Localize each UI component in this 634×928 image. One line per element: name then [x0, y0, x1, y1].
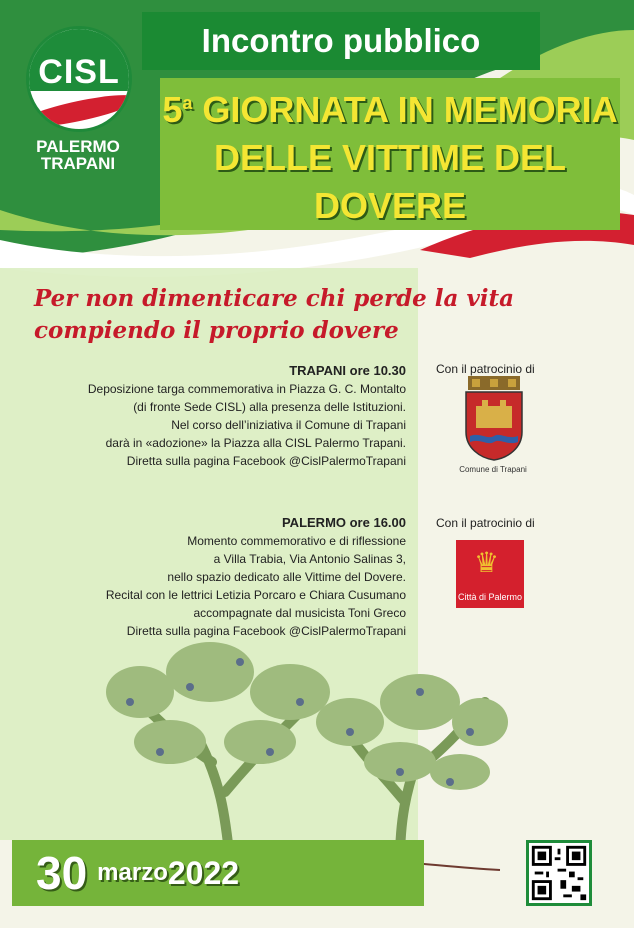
patron-label: Con il patrocinio di [436, 362, 535, 376]
patron-name: Città di Palermo [457, 592, 523, 602]
event-palermo: PALERMO ore 16.00 Momento commemorativo e di riflessione a Villa Trabia, Via Antonio Salinas 3, nello spazio dedicato alle Vittime del Dovere. Recital con le lettrici Letizia Porcaro e Chiara Cusumano accompagnate dal musicista Toni Greco Diretta sulla pagina Facebook @CislPalermoTrapani [46, 514, 406, 640]
logo-emblem [26, 26, 132, 132]
trapani-crest-icon [462, 376, 526, 462]
event-heading: TRAPANI ore 10.30 [289, 363, 406, 378]
event-title-line1: 5$^a$ GIORNATA IN MEMORIA [162, 88, 618, 130]
date-day: 30 [36, 847, 88, 899]
event-title [160, 78, 620, 230]
logo-city: PALERMO TRAPANI [36, 137, 120, 173]
qr-code-icon[interactable] [526, 840, 592, 906]
palermo-logo [456, 540, 524, 608]
page-title: Incontro pubblico [142, 12, 540, 70]
logo-brand: CISL [38, 53, 120, 91]
patron-name: Comune di Trapani [459, 465, 527, 474]
eagle-icon: ♛ [474, 547, 500, 578]
event-title-line2: DELLE VITTIME DEL DOVERE [213, 136, 566, 226]
date-year: 2022 [167, 854, 240, 891]
tagline: Per non dimenticare chi perde la vita compiendo il proprio dovere [34, 285, 515, 344]
patron-label: Con il patrocinio di [436, 516, 535, 530]
olive-trees-illustration [100, 632, 510, 872]
event-date [12, 840, 424, 906]
event-heading: PALERMO ore 16.00 [281, 515, 406, 530]
cisl-logo [26, 26, 136, 172]
event-trapani: TRAPANI ore 10.30 Deposizione targa commemorativa in Piazza G. C. Montalto (di fronte Sede CISL) alla presenza delle Istituzioni. Nel corso dell’iniziativa il Comune di Trapani darà in «adozione» la Piazza alla CISL Palermo Trapani. Diretta sulla pagina Facebook @CislPalermoTrapani [46, 362, 406, 470]
date-month: marzo [97, 859, 168, 886]
